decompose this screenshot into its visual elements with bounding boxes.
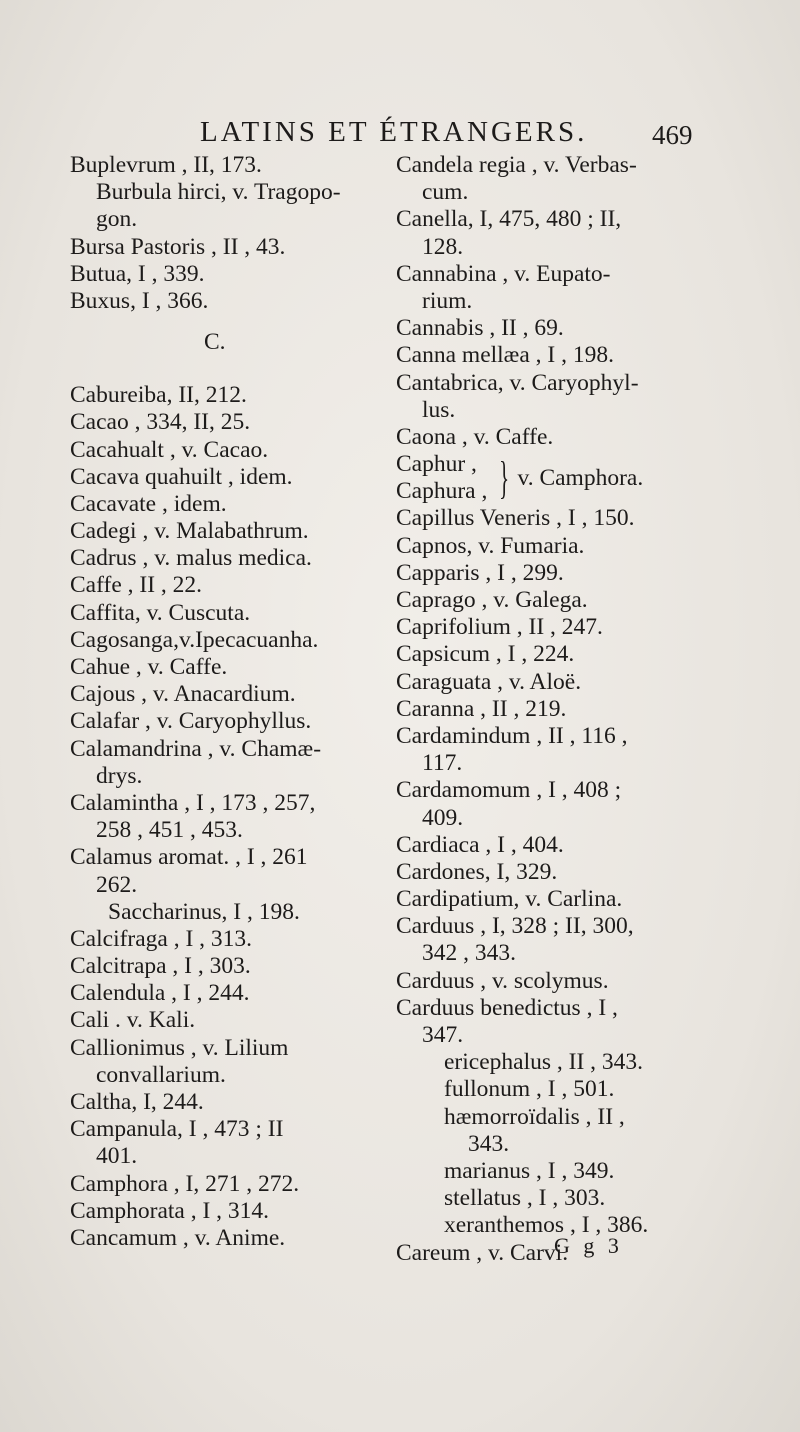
index-entry: Cadrus , v. malus medica. (70, 545, 312, 572)
index-entry-continuation: rium. (422, 287, 473, 314)
index-entry: Caltha, I, 244. (70, 1089, 204, 1115)
index-entry: Capillus Veneris , I , 150. (396, 505, 635, 532)
index-entry: Cardipatium, v. Carlina. (396, 886, 623, 913)
index-entry: Camphora , I, 271 , 272. (70, 1170, 300, 1197)
index-entry-continuation: Burbula hirci, v. Tragopo- (96, 179, 341, 206)
index-entry: Cali . v. Kali. (70, 1007, 196, 1034)
index-entry: Calendula , I , 244. (70, 980, 250, 1007)
index-entry: Cajous , v. Anacardium. (70, 681, 296, 708)
index-entry: Calcitrapa , I , 303. (70, 953, 251, 980)
index-entry: Caranna , II , 219. (396, 695, 567, 722)
index-entry-continuation: 258 , 451 , 453. (96, 817, 243, 844)
index-entry: Capsicum , I , 224. (396, 641, 575, 668)
index-entry: Cardones, I, 329. (396, 858, 558, 885)
index-entry: Cadegi , v. Malabathrum. (70, 518, 309, 545)
index-entry: Canella, I, 475, 480 ; II, (396, 206, 622, 233)
index-sub-entry: fullonum , I , 501. (444, 1076, 615, 1103)
index-entry: Cacao , 334, II, 25. (70, 409, 251, 436)
index-entry: Canna mellæa , I , 198. (396, 342, 614, 369)
index-entry: Bursa Pastoris , II , 43. (70, 233, 286, 260)
index-entry-continuation: convallarium. (96, 1061, 226, 1088)
index-entry-continuation: 347. (422, 1022, 464, 1049)
index-entry: Calcifraga , I , 313. (70, 925, 253, 952)
index-entry: Caffita, v. Cuscuta. (70, 599, 251, 626)
index-entry: Cacahualt , v. Cacao. (70, 436, 269, 463)
index-sub-entry: marianus , I , 349. (444, 1157, 615, 1184)
index-entry: Capnos, v. Fumaria. (396, 532, 585, 559)
index-entry: Caphura , (396, 478, 488, 505)
index-entry: Calafar , v. Caryophyllus. (70, 708, 312, 735)
section-letter: C. (204, 329, 226, 356)
index-entry: Carduus benedictus , I , (396, 994, 618, 1021)
page-number: 469 (652, 120, 693, 150)
index-entry: Calamintha , I , 173 , 257, (70, 789, 316, 816)
index-entry: Capparis , I , 299. (396, 559, 564, 586)
index-entry-continuation: 401. (96, 1143, 138, 1170)
index-entry: Cahue , v. Caffe. (70, 654, 228, 680)
index-entry: Cantabrica, v. Caryophyl- (396, 369, 639, 396)
left-column (70, 152, 370, 1252)
index-entry: Cannabina , v. Eupato- (396, 260, 611, 287)
index-entry-continuation: lus. (422, 396, 456, 423)
index-entry: Cacava quahuilt , idem. (70, 463, 293, 490)
index-entry: Calamandrina , v. Chamæ- (70, 735, 322, 762)
index-entry: Candela regia , v. Verbas- (396, 152, 637, 178)
index-entry-continuation: 128. (422, 233, 464, 260)
brace-group (396, 451, 706, 505)
index-entry: Buxus, I , 366. (70, 287, 209, 314)
index-sub-entry: stellatus , I , 303. (444, 1185, 606, 1212)
index-entry-continuation: 262. (96, 871, 138, 898)
index-entry: Cacavate , idem. (70, 490, 227, 517)
index-entry-continuation: drys. (96, 762, 143, 789)
signature-mark: G g 3 (554, 1233, 623, 1258)
index-entry: Cardiaca , I , 404. (396, 831, 564, 858)
index-entry: Camphorata , I , 314. (70, 1197, 270, 1224)
index-entry-continuation: 117. (422, 750, 463, 777)
index-sub-entry: hæmorroïdalis , II , (444, 1103, 625, 1130)
index-entry: Cardamindum , II , 116 , (396, 722, 628, 749)
index-entry: Buplevrum , II, 173. (70, 152, 262, 178)
index-entry: Cannabis , II , 69. (396, 315, 564, 342)
index-entry: Caprago , v. Galega. (396, 587, 588, 614)
index-entry: Carduus , v. scolymus. (396, 967, 609, 994)
index-entry: Caprifolium , II , 247. (396, 614, 603, 641)
index-entry: Caraguata , v. Aloë. (396, 668, 582, 695)
index-entry: Caona , v. Caffe. (396, 423, 554, 450)
index-entry-continuation: 343. (468, 1130, 510, 1157)
index-entry: Calamus aromat. , I , 261 (70, 844, 308, 871)
index-entry: Cardamomum , I , 408 ; (396, 777, 622, 804)
index-entry: Callionimus , v. Lilium (70, 1034, 289, 1061)
index-entry: Cabureiba, II, 212. (70, 382, 247, 409)
index-entry: Carduus , I, 328 ; II, 300, (396, 913, 634, 940)
right-column (396, 152, 706, 1267)
running-head: LATINS ET ÉTRANGERS. (200, 116, 588, 148)
index-entry-continuation: 409. (422, 804, 464, 831)
index-entry: Butua, I , 339. (70, 260, 205, 287)
brace-glyph: } (499, 452, 510, 504)
index-entry-continuation: gon. (96, 206, 138, 233)
index-entry: Caffe , II , 22. (70, 572, 203, 599)
index-entry: Careum , v. Carvi. (396, 1239, 569, 1266)
brace-target: v. Camphora. (517, 464, 644, 491)
index-entry: Cagosanga,v.Ipecacuanha. (70, 626, 319, 653)
index-entry-continuation: 342 , 343. (422, 940, 516, 967)
index-sub-entry: xeranthemos , I , 386. (444, 1212, 649, 1239)
index-entry-continuation: cum. (422, 179, 469, 206)
index-entry: Campanula, I , 473 ; II (70, 1116, 284, 1143)
index-sub-entry: Saccharinus, I , 198. (108, 898, 300, 925)
index-entry: Caphur , (396, 451, 477, 478)
index-entry: Cancamum , v. Anime. (70, 1224, 286, 1251)
brace-words (396, 451, 487, 505)
index-sub-entry: ericephalus , II , 343. (444, 1049, 644, 1076)
